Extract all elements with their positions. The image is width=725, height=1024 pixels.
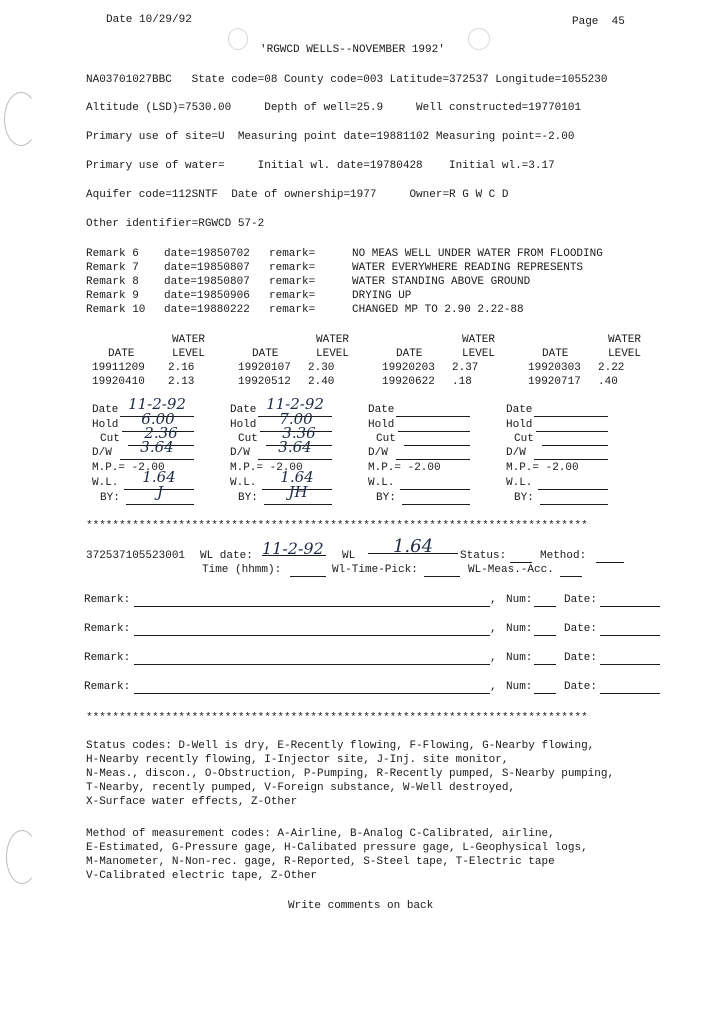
field-date-label: Date <box>506 404 533 416</box>
field-wl-label: W.L. <box>368 477 395 489</box>
wl-cell: 2.37 <box>452 362 479 374</box>
status-codes-line: T-Nearby, recently pumped, V-Foreign substance, W-Well destroyed, <box>86 782 516 794</box>
site-info-line: Aquifer code=112SNTF Date of ownership=1977 Owner=R G W C D <box>86 189 509 201</box>
time-pick-field[interactable] <box>424 576 460 577</box>
wl-cell: 19920410 <box>92 376 145 388</box>
wl-header-level: LEVEL <box>316 348 350 360</box>
remark-line-comma: , <box>490 623 497 635</box>
remark-date-field[interactable] <box>600 693 660 694</box>
wl-value-field[interactable]: 1.64 <box>368 540 458 554</box>
remark-line-label: Remark: <box>84 681 131 693</box>
field-by-label: BY: <box>238 492 258 504</box>
field-dw-label: D/W <box>506 447 526 459</box>
wl-header-water: WATER <box>316 334 350 346</box>
remark-key: remark= <box>269 248 316 260</box>
status-codes-line: N-Meas., discon., O-Obstruction, P-Pumping, R-Recently pumped, S-Nearby pumping, <box>86 768 615 780</box>
punch-hole-top <box>4 92 38 146</box>
field-hold-input[interactable]: 7.00 <box>260 413 332 432</box>
wl-header-date: DATE <box>542 348 569 360</box>
field-hold-label: Hold <box>368 419 395 431</box>
field-dw-input[interactable]: 3.64 <box>120 441 194 460</box>
remark-date-label: Date: <box>564 594 598 606</box>
remark-line-label: Remark: <box>84 594 131 606</box>
remark-line-label: Remark: <box>84 623 131 635</box>
star-separator: **************************************************************************** <box>86 520 588 532</box>
field-dw-input[interactable]: 3.64 <box>258 441 332 460</box>
wl-date-label: WL date: <box>200 550 253 562</box>
wl-header-water: WATER <box>462 334 496 346</box>
report-title: 'RGWCD WELLS--NOVEMBER 1992' <box>260 44 445 56</box>
field-date-label: Date <box>368 404 395 416</box>
field-by-label: BY: <box>514 492 534 504</box>
wl-header-date: DATE <box>396 348 423 360</box>
field-hold-label: Hold <box>506 419 533 431</box>
field-by-input[interactable] <box>402 486 470 505</box>
field-hold-input[interactable]: 6.00 <box>122 413 194 432</box>
wl-date-field[interactable]: 11-2-92 <box>262 542 326 556</box>
field-cut-label: Cut <box>238 433 258 445</box>
remark-label: Remark 10 <box>86 304 146 316</box>
remark-label: Remark 8 <box>86 276 139 288</box>
remark-date: date=19850702 <box>164 248 250 260</box>
scan-mark-1 <box>228 28 248 50</box>
field-cut-input[interactable]: 3.36 <box>266 427 332 446</box>
field-date-label: Date <box>230 404 257 416</box>
wl-header-water: WATER <box>608 334 642 346</box>
wl-header-date: DATE <box>108 348 135 360</box>
wl-cell: 2.30 <box>308 362 335 374</box>
remark-line-field[interactable] <box>134 664 490 665</box>
time-field[interactable] <box>290 576 326 577</box>
remark-num-field[interactable] <box>534 693 556 694</box>
time-label: Time (hhmm): <box>202 564 282 576</box>
remark-line-field[interactable] <box>134 635 490 636</box>
wl-cell: 2.40 <box>308 376 335 388</box>
remark-num-field[interactable] <box>534 664 556 665</box>
field-cut-label: Cut <box>100 433 120 445</box>
method-codes-line: M-Manometer, N-Non-rec. gage, R-Reported, S-Steel tape, T-Electric tape <box>86 856 555 868</box>
wl-cell: .40 <box>598 376 618 388</box>
remark-text: CHANGED MP TO 2.90 2.22-88 <box>352 304 524 316</box>
method-codes-line: Method of measurement codes: A-Airline, B-Analog C-Calibrated, airline, <box>86 828 555 840</box>
site-info-line: Primary use of water= Initial wl. date=19780428 Initial wl.=3.17 <box>86 160 555 172</box>
status-codes-line: X-Surface water effects, Z-Other <box>86 796 298 808</box>
remark-num-label: Num: <box>506 652 533 664</box>
status-codes-line: H-Nearby recently flowing, I-Injector site, J-Inj. site monitor, <box>86 754 509 766</box>
field-by-input[interactable] <box>540 486 608 505</box>
field-cut-input[interactable]: 2.36 <box>128 427 194 446</box>
method-field[interactable] <box>596 562 624 563</box>
remark-line-field[interactable] <box>134 606 490 607</box>
wl-header-level: LEVEL <box>462 348 496 360</box>
remark-text: WATER STANDING ABOVE GROUND <box>352 276 531 288</box>
time-pick-label: Wl-Time-Pick: <box>332 564 418 576</box>
star-separator: **************************************************************************** <box>86 712 588 724</box>
wl-cell: 2.16 <box>168 362 195 374</box>
report-date: Date 10/29/92 <box>106 14 192 26</box>
remark-line-comma: , <box>490 594 497 606</box>
remark-key: remark= <box>269 290 316 302</box>
remark-date-label: Date: <box>564 623 598 635</box>
wl-header-level: LEVEL <box>172 348 206 360</box>
remark-num-field[interactable] <box>534 635 556 636</box>
field-cut-label: Cut <box>514 433 534 445</box>
remark-key: remark= <box>269 276 316 288</box>
remark-line-field[interactable] <box>134 693 490 694</box>
meas-acc-label: WL-Meas.-Acc. <box>468 564 554 576</box>
remark-date-field[interactable] <box>600 606 660 607</box>
remark-key: remark= <box>269 262 316 274</box>
field-wl-label: W.L. <box>230 477 257 489</box>
field-date-label: Date <box>92 404 119 416</box>
remark-date: date=19850807 <box>164 276 250 288</box>
field-mp-label: M.P.= -2.00 <box>230 462 303 474</box>
field-date-input[interactable]: 11-2-92 <box>258 398 332 417</box>
wl-cell: 19911209 <box>92 362 145 374</box>
remark-date-field[interactable] <box>600 635 660 636</box>
status-label: Status: <box>460 550 507 562</box>
wl-cell: 19920107 <box>238 362 291 374</box>
remark-text: NO MEAS WELL UNDER WATER FROM FLOODING <box>352 248 603 260</box>
site-info-line: Altitude (LSD)=7530.00 Depth of well=25.9 Well constructed=19770101 <box>86 102 582 114</box>
remark-line-comma: , <box>490 681 497 693</box>
remark-date: date=19850807 <box>164 262 250 274</box>
wl-cell: .18 <box>452 376 472 388</box>
remark-date: date=19850906 <box>164 290 250 302</box>
wl-cell: 19920303 <box>528 362 581 374</box>
wl-cell: 19920717 <box>528 376 581 388</box>
remark-text: WATER EVERYWHERE READING REPRESENTS <box>352 262 584 274</box>
site-info-line: NA03701027BBC State code=08 County code=003 Latitude=372537 Longitude=1055230 <box>86 74 608 86</box>
scan-mark-2 <box>468 28 490 50</box>
field-mp-label: M.P.= -2.00 <box>506 462 579 474</box>
method-codes-line: E-Estimated, G-Pressure gage, H-Calibated pressure gage, L-Geophysical logs, <box>86 842 588 854</box>
remark-key: remark= <box>269 304 316 316</box>
remark-line-label: Remark: <box>84 652 131 664</box>
field-wl-input[interactable]: 1.64 <box>124 471 194 490</box>
remark-label: Remark 9 <box>86 290 139 302</box>
field-cut-label: Cut <box>376 433 396 445</box>
remark-text: DRYING UP <box>352 290 412 302</box>
remark-num-field[interactable] <box>534 606 556 607</box>
status-field[interactable] <box>510 562 532 563</box>
method-codes-line: V-Calibrated electric tape, Z-Other <box>86 870 318 882</box>
wl-cell: 2.22 <box>598 362 625 374</box>
remark-label: Remark 7 <box>86 262 139 274</box>
field-wl-input[interactable]: 1.64 <box>262 471 332 490</box>
remark-date-field[interactable] <box>600 664 660 665</box>
field-wl-label: W.L. <box>92 477 119 489</box>
wl-cell: 19920203 <box>382 362 435 374</box>
wl-cell: 19920512 <box>238 376 291 388</box>
field-date-input[interactable]: 11-2-92 <box>120 398 194 417</box>
remark-date-label: Date: <box>564 681 598 693</box>
field-dw-label: D/W <box>92 447 112 459</box>
field-mp-label: M.P.= -2.00 <box>368 462 441 474</box>
remark-label: Remark 6 <box>86 248 139 260</box>
wl-header-water: WATER <box>172 334 206 346</box>
field-dw-label: D/W <box>368 447 388 459</box>
entry-site-id: 372537105523001 <box>86 550 186 562</box>
remark-date-label: Date: <box>564 652 598 664</box>
remark-line-comma: , <box>490 652 497 664</box>
wl-header-level: LEVEL <box>608 348 642 360</box>
field-dw-input[interactable] <box>396 441 470 460</box>
page-number: Page 45 <box>572 16 625 28</box>
remark-num-label: Num: <box>506 594 533 606</box>
remark-date: date=19880222 <box>164 304 250 316</box>
footer-note: Write comments on back <box>288 900 434 912</box>
remark-num-label: Num: <box>506 623 533 635</box>
field-by-input[interactable]: J <box>126 486 194 505</box>
field-by-label: BY: <box>376 492 396 504</box>
remark-num-label: Num: <box>506 681 533 693</box>
field-dw-label: D/W <box>230 447 250 459</box>
wl-cell: 2.13 <box>168 376 195 388</box>
punch-hole-bottom <box>6 830 38 884</box>
site-info-line: Primary use of site=U Measuring point date=19881102 Measuring point=-2.00 <box>86 131 575 143</box>
field-mp-label: M.P.= -2.00 <box>92 462 165 474</box>
site-info-line: Other identifier=RGWCD 57-2 <box>86 218 265 230</box>
meas-acc-field[interactable] <box>560 576 582 577</box>
field-hold-label: Hold <box>230 419 257 431</box>
field-by-label: BY: <box>100 492 120 504</box>
field-dw-input[interactable] <box>534 441 608 460</box>
wl-header-date: DATE <box>252 348 279 360</box>
field-hold-label: Hold <box>92 419 119 431</box>
wl-cell: 19920622 <box>382 376 435 388</box>
method-label: Method: <box>540 550 587 562</box>
field-by-input[interactable]: JH <box>264 486 332 505</box>
status-codes-line: Status codes: D-Well is dry, E-Recently flowing, F-Flowing, G-Nearby flowing, <box>86 740 595 752</box>
field-wl-label: W.L. <box>506 477 533 489</box>
wl-label: WL <box>342 550 356 562</box>
